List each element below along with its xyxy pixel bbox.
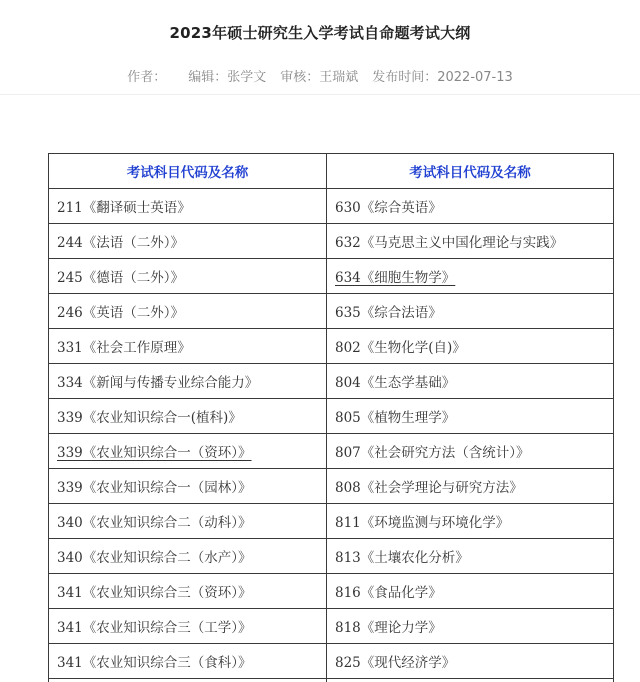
subject-cell: 813《土壤农化分析》 (327, 539, 614, 574)
subject-cell: 341《农业知识综合三（食科）》 (49, 644, 327, 679)
table-row (49, 469, 614, 504)
subject-cell: 339《农业知识综合一(植科)》 (49, 399, 327, 434)
subject-cell: 340《农业知识综合二（动科）》 (49, 504, 327, 539)
subject-cell: 816《食品化学》 (327, 574, 614, 609)
table-row (49, 294, 614, 329)
subject-cell: 635《综合法语》 (327, 294, 614, 329)
table-row (49, 679, 614, 682)
exam-subjects-table (48, 153, 614, 682)
subject-cell (49, 434, 327, 469)
subject-cell: 211《翻译硕士英语》 (49, 189, 327, 224)
subject-cell: 825《现代经济学》 (327, 644, 614, 679)
subject-cell: 632《马克思主义中国化理论与实践》 (327, 224, 614, 259)
subject-cell: 244《法语（二外）》 (49, 224, 327, 259)
subject-cell: 807《社会研究方法（含统计）》 (327, 434, 614, 469)
article-title: 2023年硕士研究生入学考试自命题考试大纲 (169, 24, 471, 42)
table-row (49, 399, 614, 434)
column-header-left: 考试科目代码及名称 (49, 154, 327, 189)
table-row (49, 504, 614, 539)
table-row (49, 259, 614, 294)
table-row (49, 189, 614, 224)
table-row (49, 224, 614, 259)
author-label: 作者： (127, 70, 167, 85)
subject-cell: 339《农业知识综合一（园林）》 (49, 469, 327, 504)
subject-cell: 341《农业知识综合三（资环）》 (49, 574, 327, 609)
subject-cell (49, 679, 327, 682)
table-row (49, 574, 614, 609)
editor-label: 编辑：张学文 (188, 70, 267, 85)
subject-cell: 334《新闻与传播专业综合能力》 (49, 364, 327, 399)
subject-cell (327, 679, 614, 682)
subject-cell (327, 259, 614, 294)
subject-cell: 808《社会学理论与研究方法》 (327, 469, 614, 504)
subject-cell: 630《综合英语》 (327, 189, 614, 224)
subject-link[interactable]: 634《细胞生物学》 (335, 270, 456, 286)
subject-cell: 805《植物生理学》 (327, 399, 614, 434)
subject-cell: 246《英语（二外）》 (49, 294, 327, 329)
article-meta (0, 66, 640, 85)
subject-cell: 331《社会工作原理》 (49, 329, 327, 364)
table-row (49, 434, 614, 469)
subject-cell: 802《生物化学(自)》 (327, 329, 614, 364)
subject-cell: 341《农业知识综合三（工学）》 (49, 609, 327, 644)
table-header-row (49, 154, 614, 189)
subject-cell: 340《农业知识综合二（水产）》 (49, 539, 327, 574)
subject-cell: 818《理论力学》 (327, 609, 614, 644)
publish-date: 发布时间：2022-07-13 (372, 70, 513, 85)
subject-link[interactable]: 339《农业知识综合一（资环）》 (57, 445, 252, 461)
table-row (49, 609, 614, 644)
table-row (49, 329, 614, 364)
table-row (49, 364, 614, 399)
subject-cell: 811《环境监测与环境化学》 (327, 504, 614, 539)
header-divider (0, 94, 640, 95)
table-row (49, 539, 614, 574)
subject-cell: 804《生态学基础》 (327, 364, 614, 399)
table-row (49, 644, 614, 679)
subject-cell: 245《德语（二外）》 (49, 259, 327, 294)
column-header-right: 考试科目代码及名称 (327, 154, 614, 189)
reviewer-label: 审核：王瑞斌 (280, 70, 359, 85)
